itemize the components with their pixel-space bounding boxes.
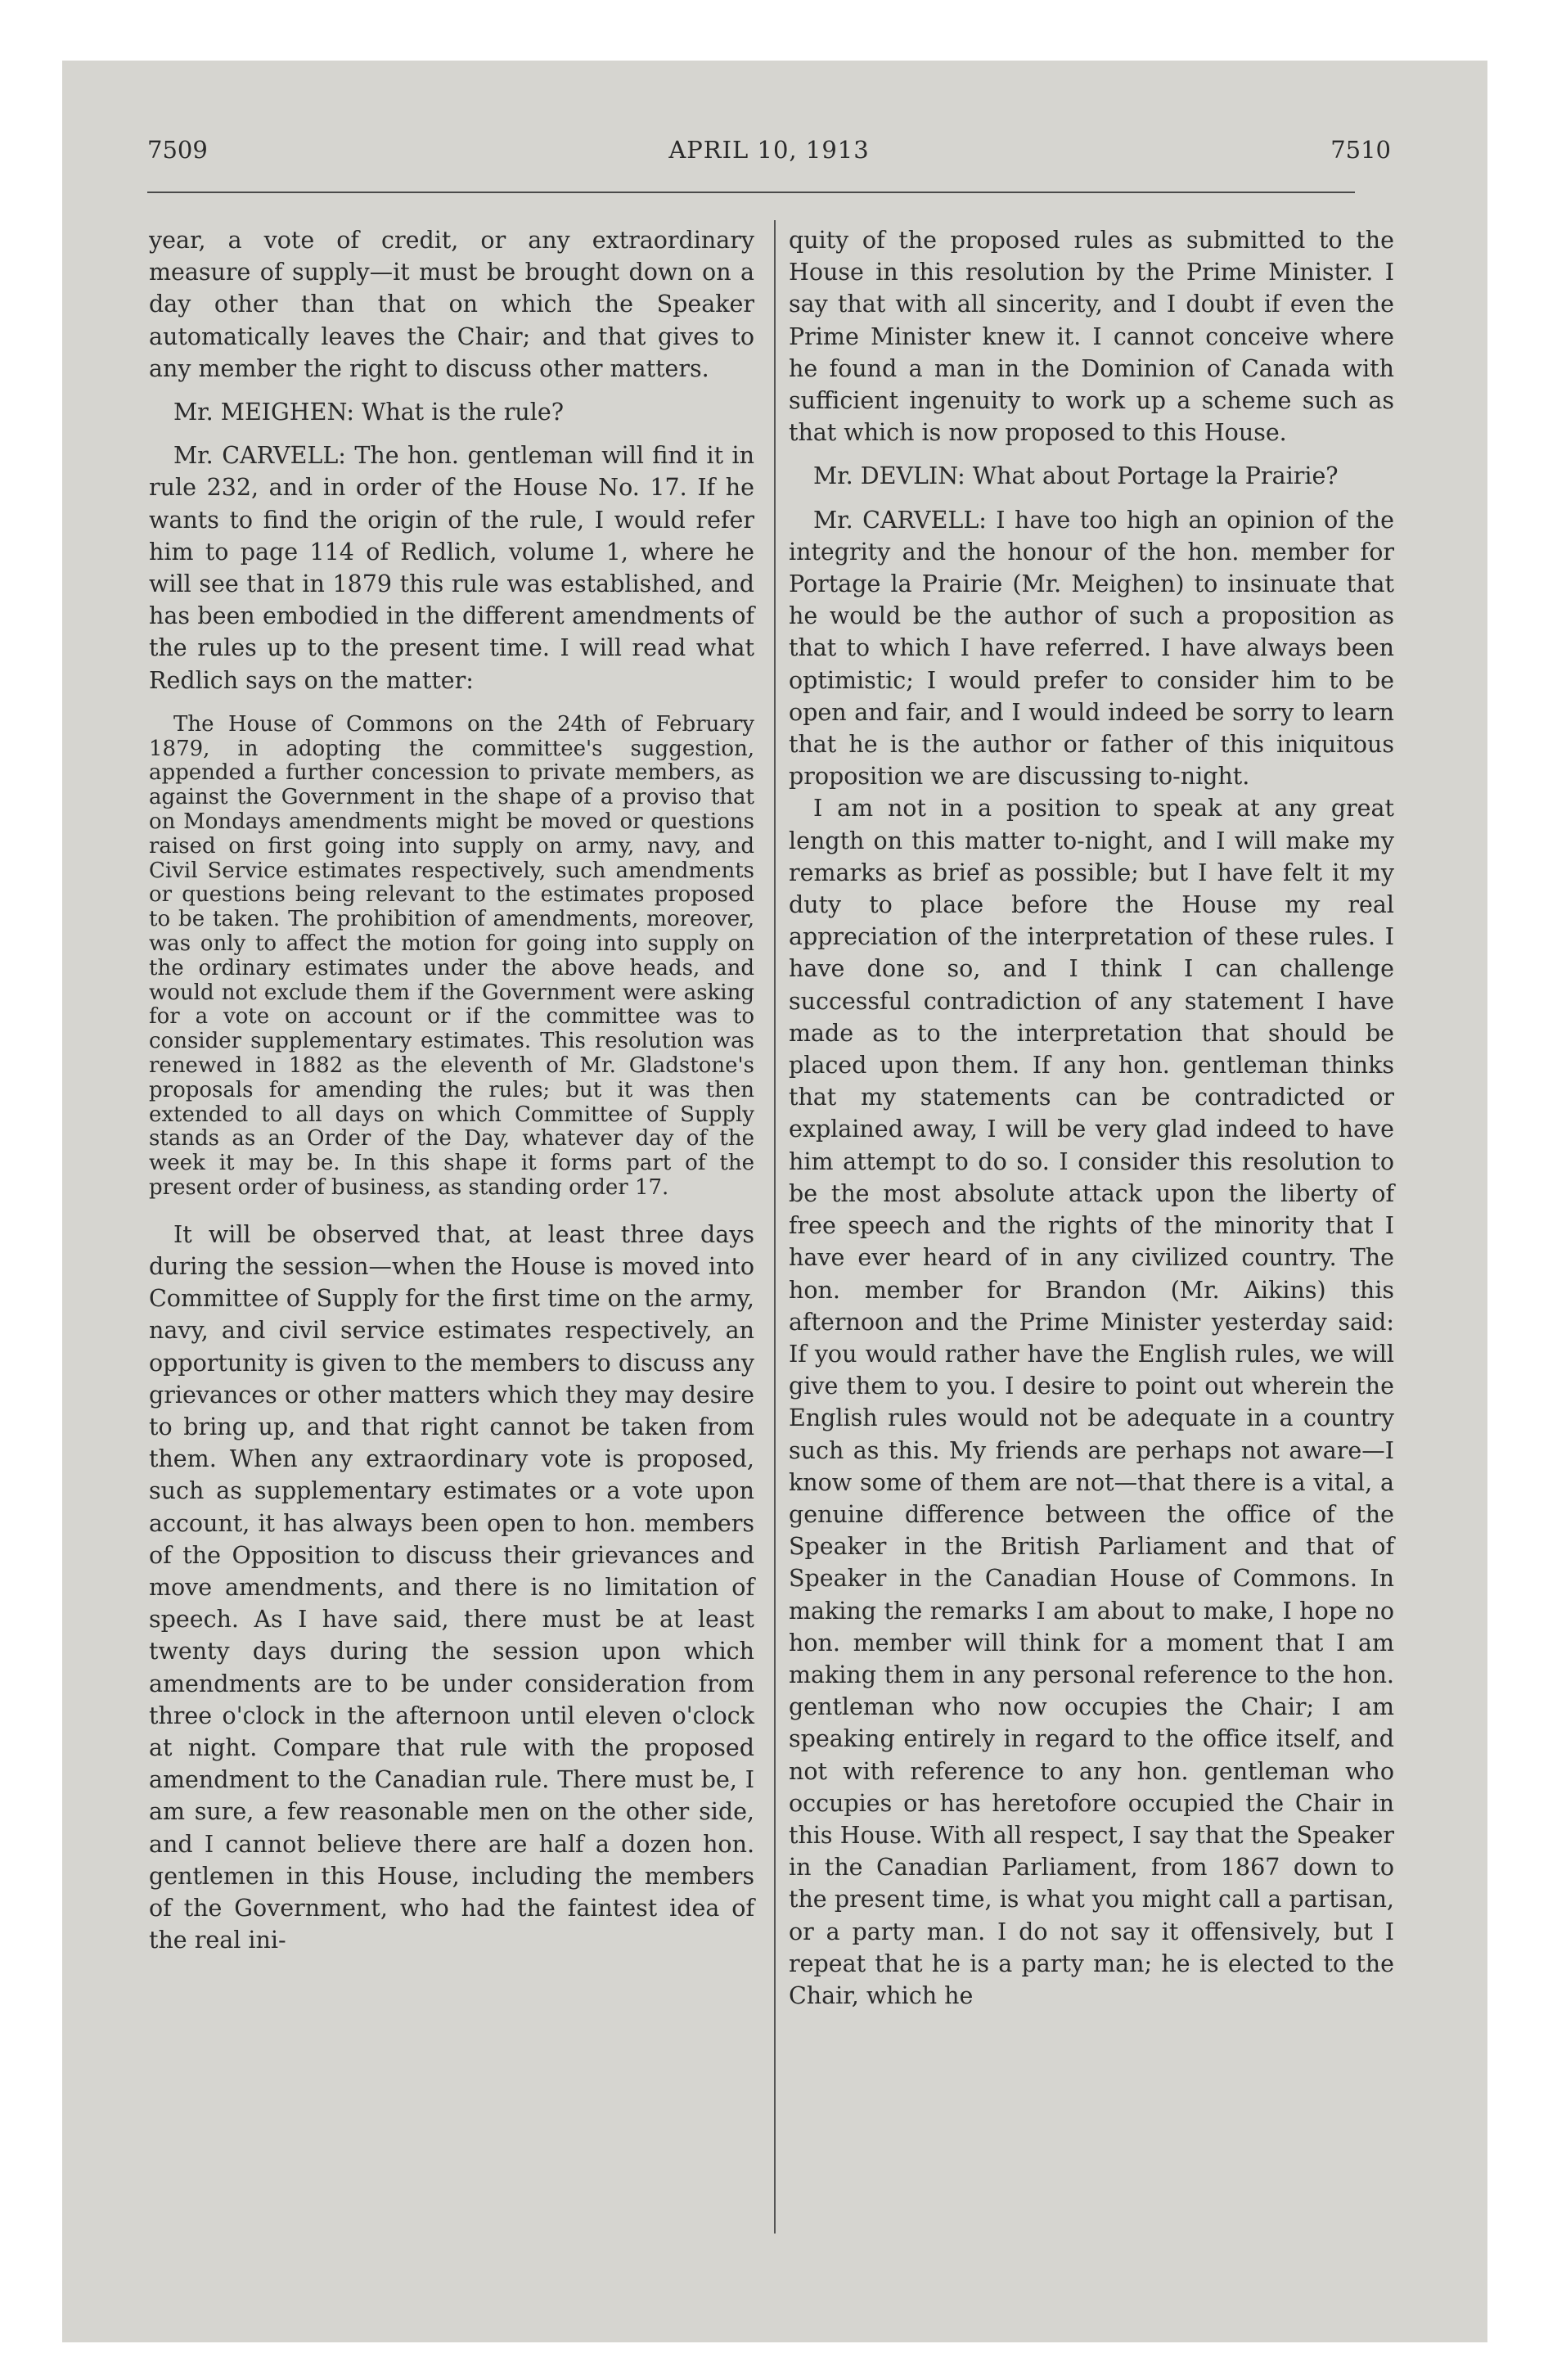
paragraph: It will be observed that, at least three days during the session—when the House is moved into Committee of Supply for the first time on the army, navy, and civil service estimates respectively, an opportunity is given to the members to discuss any grievances or other matters which they may desire to bring up, and that right cannot be taken from them. When any extraordinary vote is proposed, such as supplementary estimates or a vote upon account, it has always been open to hon. members of the Opposition to discuss their grievances and move amendments, and there is no limitation of speech. As I have said, there must be at least twenty days during the session upon which amendments are to be under consideration from three o'clock in the afternoon until eleven o'clock at night. Compare that rule with the proposed amendment to the Canadian rule. There must be, I am sure, a few reasonable men on the other side, and I cannot believe there are half a dozen hon. gentlemen in this House, including the members of the Government, who had the faintest idea of the real ini- <box>149 1220 754 1954</box>
header-rule <box>147 192 1355 193</box>
paragraph: I am not in a position to speak at any great length on this matter to-night, and I will make my remarks as brief as possible; but I have felt it my duty to place before the House my real appreciation of the interpretation of these rules. I have done so, and I think I can challenge successful contradiction of any statement I have made as to the interpretation that should be placed upon them. If any hon. gentleman thinks that my statements can be contradicted or explained away, I will be very glad indeed to have him attempt to do so. I consider this resolution to be the most absolute attack upon the liberty of free speech and the rights of the minority that I have ever heard of in any civilized country. The hon. member for Brandon (Mr. Aikins) this afternoon and the Prime Minister yesterday said: If you would rather have the English rules, we will give them to you. I desire to point out wherein the English rules would not be adequate in a country such as this. My friends are perhaps not aware—I know some of them are not—that there is a vital, a genuine difference between the office of the Speaker in the British Parliament and that of Speaker in the Canadian House of Commons. In making the remarks I am about to make, I hope no hon. member will think for a moment that I am making them in any personal reference to the hon. gentleman who now occupies the Chair; I am speaking entirely in regard to the office itself, and not with reference to any hon. gentleman who occupies or has heretofore occupied the Chair in this House. With all respect, I say that the Speaker in the Canadian Parliament, from 1867 down to the present time, is what you might call a partisan, or a party man. I do not say it offensively, but I repeat that he is a party man; he is elected to the Chair, which he <box>789 795 1394 2009</box>
right-column <box>789 224 1394 2012</box>
paragraph: quity of the proposed rules as submitted to the House in this resolution by the Prime Minister. I say that with all sincerity, and I doubt if even the Prime Minister knew it. I cannot conceive where he found a man in the Dominion of Canada with sufficient ingenuity to work up a scheme such as that which is now proposed to this House. <box>789 227 1394 447</box>
block-quote: The House of Commons on the 24th of February 1879, in adopting the committee's suggestion, appended a further concession to private members, as against the Government in the shape of a proviso that on Mondays amendments might be moved or questions raised on first going into supply on army, navy, and Civil Service estimates respectively, such amendments or questions being relevant to the estimates proposed to be taken. The prohibition of amendments, moreover, was only to affect the motion for going into supply on the ordinary estimates under the above heads, and would not exclude them if the Government were asking for a vote on account or if the committee was to consider supplementary estimates. This resolution was renewed in 1882 as the eleventh of Mr. Gladstone's proposals for amending the rules; but it was then extended to all days on which Committee of Supply stands as an Order of the Day, whatever day of the week it may be. In this shape it forms part of the present order of business, as standing order 17. <box>149 711 754 1200</box>
page-date: APRIL 10, 1913 <box>668 136 870 164</box>
paragraph: year, a vote of credit, or any extraordinary measure of supply—it must be brought down on a day other than that on which the Speaker automatically leaves the Chair; and that gives to any member the right to discuss other matters. <box>149 227 754 382</box>
hansard-page <box>62 61 1487 2342</box>
left-column <box>149 224 754 1956</box>
paragraph: Mr. CARVELL: The hon. gentleman will find it in rule 232, and in order of the House No. 17. If he wants to find the origin of the rule, I would refer him to page 114 of Redlich, volume 1, where he will see that in 1879 this rule was established, and has been embodied in the different amendments of the rules up to the present time. I will read what Redlich says on the matter: <box>149 442 754 694</box>
right-page-number: 7510 <box>1330 136 1391 164</box>
paragraph: Mr. DEVLIN: What about Portage la Prairie? <box>813 462 1339 490</box>
page-header <box>147 136 1391 177</box>
left-page-number: 7509 <box>147 136 208 164</box>
paragraph: Mr. MEIGHEN: What is the rule? <box>173 399 564 426</box>
paragraph: Mr. CARVELL: I have too high an opinion of the integrity and the honour of the hon. member for Portage la Prairie (Mr. Meighen) to insinuate that he would be the author of such a proposition as that to which I have referred. I have always been optimistic; I would prefer to consider him to be open and fair, and I would indeed be sorry to learn that he is the author or father of this iniquitous proposition we are discussing to-night. <box>789 506 1394 791</box>
column-divider <box>774 220 776 2234</box>
